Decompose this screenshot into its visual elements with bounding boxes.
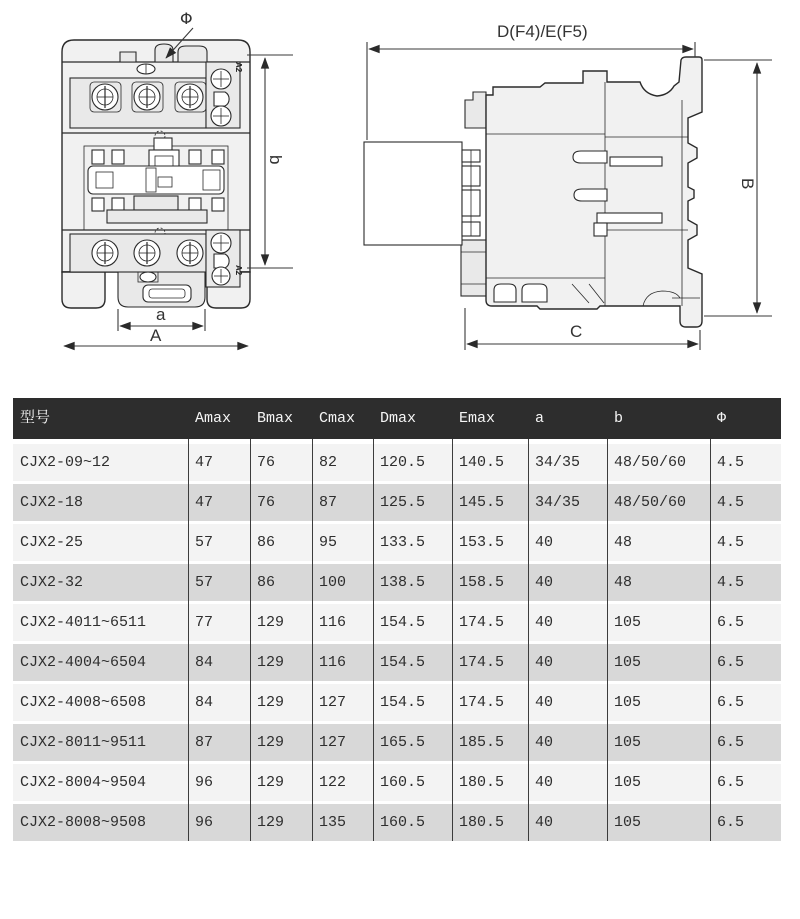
table-cell: 120.5 bbox=[380, 454, 426, 471]
table-cell: CJX2-4004~6504 bbox=[20, 654, 147, 671]
table-cell: 47 bbox=[195, 454, 214, 471]
table-cell: 57 bbox=[195, 534, 214, 551]
front-view-drawing bbox=[62, 9, 293, 346]
dimension-A-label: A bbox=[150, 326, 162, 345]
table-cell: CJX2-09~12 bbox=[20, 454, 111, 471]
table-row bbox=[13, 484, 781, 521]
dimension-B bbox=[704, 60, 772, 316]
terminal-label-a2-bottom: A2 bbox=[234, 265, 243, 276]
header-cell: 型号 bbox=[20, 410, 51, 427]
table-cell: CJX2-8004~9504 bbox=[20, 774, 147, 791]
table-cell: 6.5 bbox=[717, 774, 745, 791]
table-cell: 4.5 bbox=[717, 454, 745, 471]
table-row bbox=[13, 524, 781, 561]
header-cell: Dmax bbox=[380, 410, 417, 427]
grid-line bbox=[452, 439, 453, 841]
table-cell: 76 bbox=[257, 494, 276, 511]
terminal-label-a2-top: A2 bbox=[234, 62, 243, 73]
table-cell: 158.5 bbox=[459, 574, 505, 591]
table-cell: CJX2-18 bbox=[20, 494, 84, 511]
table-cell: 154.5 bbox=[380, 694, 426, 711]
header-cell: Amax bbox=[195, 410, 232, 427]
table-cell: 160.5 bbox=[380, 774, 426, 791]
header-cell: Cmax bbox=[319, 410, 356, 427]
table-cell: 129 bbox=[257, 614, 285, 631]
table-cell: 116 bbox=[319, 614, 347, 631]
table-cell: 86 bbox=[257, 574, 276, 591]
header-cell: Bmax bbox=[257, 410, 294, 427]
table-cell: 40 bbox=[535, 534, 554, 551]
table-cell: 34/35 bbox=[535, 494, 581, 511]
table-row bbox=[13, 764, 781, 801]
table-cell: 116 bbox=[319, 654, 347, 671]
table-cell: 95 bbox=[319, 534, 338, 551]
table-cell: 96 bbox=[195, 774, 214, 791]
grid-line bbox=[710, 439, 711, 841]
spec-table-header bbox=[13, 398, 781, 439]
table-cell: 129 bbox=[257, 654, 285, 671]
dimension-drawings bbox=[0, 0, 800, 392]
table-cell: CJX2-4011~6511 bbox=[20, 614, 147, 631]
table-cell: 174.5 bbox=[459, 694, 505, 711]
table-cell: 127 bbox=[319, 694, 347, 711]
table-row bbox=[13, 444, 781, 481]
table-cell: 154.5 bbox=[380, 614, 426, 631]
table-cell: 105 bbox=[614, 694, 642, 711]
table-cell: 4.5 bbox=[717, 494, 745, 511]
table-cell: 105 bbox=[614, 654, 642, 671]
table-cell: 105 bbox=[614, 774, 642, 791]
table-cell: 57 bbox=[195, 574, 214, 591]
table-cell: 138.5 bbox=[380, 574, 426, 591]
table-cell: 129 bbox=[257, 814, 285, 831]
table-cell: 48/50/60 bbox=[614, 454, 687, 471]
table-cell: 47 bbox=[195, 494, 214, 511]
table-row bbox=[13, 644, 781, 681]
table-cell: 77 bbox=[195, 614, 214, 631]
table-cell: 153.5 bbox=[459, 534, 505, 551]
table-cell: 129 bbox=[257, 734, 285, 751]
grid-line bbox=[188, 439, 189, 841]
table-cell: 6.5 bbox=[717, 734, 745, 751]
table-cell: 86 bbox=[257, 534, 276, 551]
spec-table-body bbox=[13, 439, 781, 841]
table-cell: 6.5 bbox=[717, 654, 745, 671]
table-cell: 4.5 bbox=[717, 534, 745, 551]
table-cell: 165.5 bbox=[380, 734, 426, 751]
table-cell: 105 bbox=[614, 814, 642, 831]
table-cell: 84 bbox=[195, 654, 214, 671]
table-cell: 40 bbox=[535, 574, 554, 591]
table-cell: 105 bbox=[614, 734, 642, 751]
table-cell: 100 bbox=[319, 574, 347, 591]
table-cell: CJX2-8011~9511 bbox=[20, 734, 147, 751]
terminal-screws-bottom bbox=[92, 240, 203, 266]
table-row bbox=[13, 564, 781, 601]
hole-diameter-label: Φ bbox=[180, 9, 193, 28]
coil-terminal-top bbox=[206, 62, 243, 128]
side-view-drawing bbox=[364, 22, 772, 350]
spec-table bbox=[13, 398, 781, 844]
table-cell: 6.5 bbox=[717, 694, 745, 711]
table-cell: 87 bbox=[195, 734, 214, 751]
table-cell: 129 bbox=[257, 774, 285, 791]
dimension-A bbox=[64, 326, 248, 346]
table-cell: 40 bbox=[535, 694, 554, 711]
dimension-B-label: B bbox=[738, 178, 757, 190]
table-cell: 6.5 bbox=[717, 814, 745, 831]
table-cell: 174.5 bbox=[459, 654, 505, 671]
table-cell: 185.5 bbox=[459, 734, 505, 751]
table-row bbox=[13, 724, 781, 761]
coil-terminal-bottom bbox=[206, 230, 243, 287]
table-row bbox=[13, 604, 781, 641]
table-cell: 48 bbox=[614, 574, 633, 591]
table-cell: 122 bbox=[319, 774, 347, 791]
table-cell: 84 bbox=[195, 694, 214, 711]
terminal-screws-top bbox=[90, 82, 206, 112]
table-cell: 180.5 bbox=[459, 774, 505, 791]
table-cell: 40 bbox=[535, 734, 554, 751]
table-cell: CJX2-4008~6508 bbox=[20, 694, 147, 711]
dimension-C bbox=[465, 308, 700, 350]
dimension-C-label: C bbox=[570, 322, 583, 341]
table-cell: 76 bbox=[257, 454, 276, 471]
header-cell: a bbox=[535, 410, 545, 427]
grid-line bbox=[250, 439, 251, 841]
header-cell: b bbox=[614, 410, 624, 427]
table-cell: 96 bbox=[195, 814, 214, 831]
table-cell: 145.5 bbox=[459, 494, 505, 511]
table-row bbox=[13, 684, 781, 721]
table-cell: 133.5 bbox=[380, 534, 426, 551]
table-cell: 129 bbox=[257, 694, 285, 711]
table-cell: 87 bbox=[319, 494, 338, 511]
table-cell: 180.5 bbox=[459, 814, 505, 831]
table-cell: 154.5 bbox=[380, 654, 426, 671]
grid-line bbox=[607, 439, 608, 841]
dimension-depth-label: D(F4)/E(F5) bbox=[497, 22, 588, 41]
table-cell: 127 bbox=[319, 734, 347, 751]
table-cell: 34/35 bbox=[535, 454, 581, 471]
table-cell: CJX2-32 bbox=[20, 574, 84, 591]
table-cell: 48/50/60 bbox=[614, 494, 687, 511]
dimension-b-label: b bbox=[266, 155, 285, 165]
table-cell: 48 bbox=[614, 534, 633, 551]
table-cell: 40 bbox=[535, 814, 554, 831]
dimension-a-label: a bbox=[156, 305, 166, 324]
table-cell: 140.5 bbox=[459, 454, 505, 471]
table-cell: 135 bbox=[319, 814, 347, 831]
table-cell: 105 bbox=[614, 614, 642, 631]
dimension-a bbox=[118, 305, 205, 331]
grid-line bbox=[528, 439, 529, 841]
table-cell: 82 bbox=[319, 454, 338, 471]
grid-line bbox=[373, 439, 374, 841]
table-cell: 160.5 bbox=[380, 814, 426, 831]
dimension-b bbox=[247, 55, 293, 268]
table-row bbox=[13, 804, 781, 841]
header-cell: Φ bbox=[717, 410, 727, 427]
table-cell: 174.5 bbox=[459, 614, 505, 631]
grid-line bbox=[312, 439, 313, 841]
table-cell: 125.5 bbox=[380, 494, 426, 511]
header-cell: Emax bbox=[459, 410, 496, 427]
table-cell: 40 bbox=[535, 774, 554, 791]
table-cell: CJX2-8008~9508 bbox=[20, 814, 147, 831]
table-cell: 40 bbox=[535, 614, 554, 631]
table-cell: 40 bbox=[535, 654, 554, 671]
table-cell: CJX2-25 bbox=[20, 534, 84, 551]
table-cell: 6.5 bbox=[717, 614, 745, 631]
table-cell: 4.5 bbox=[717, 574, 745, 591]
